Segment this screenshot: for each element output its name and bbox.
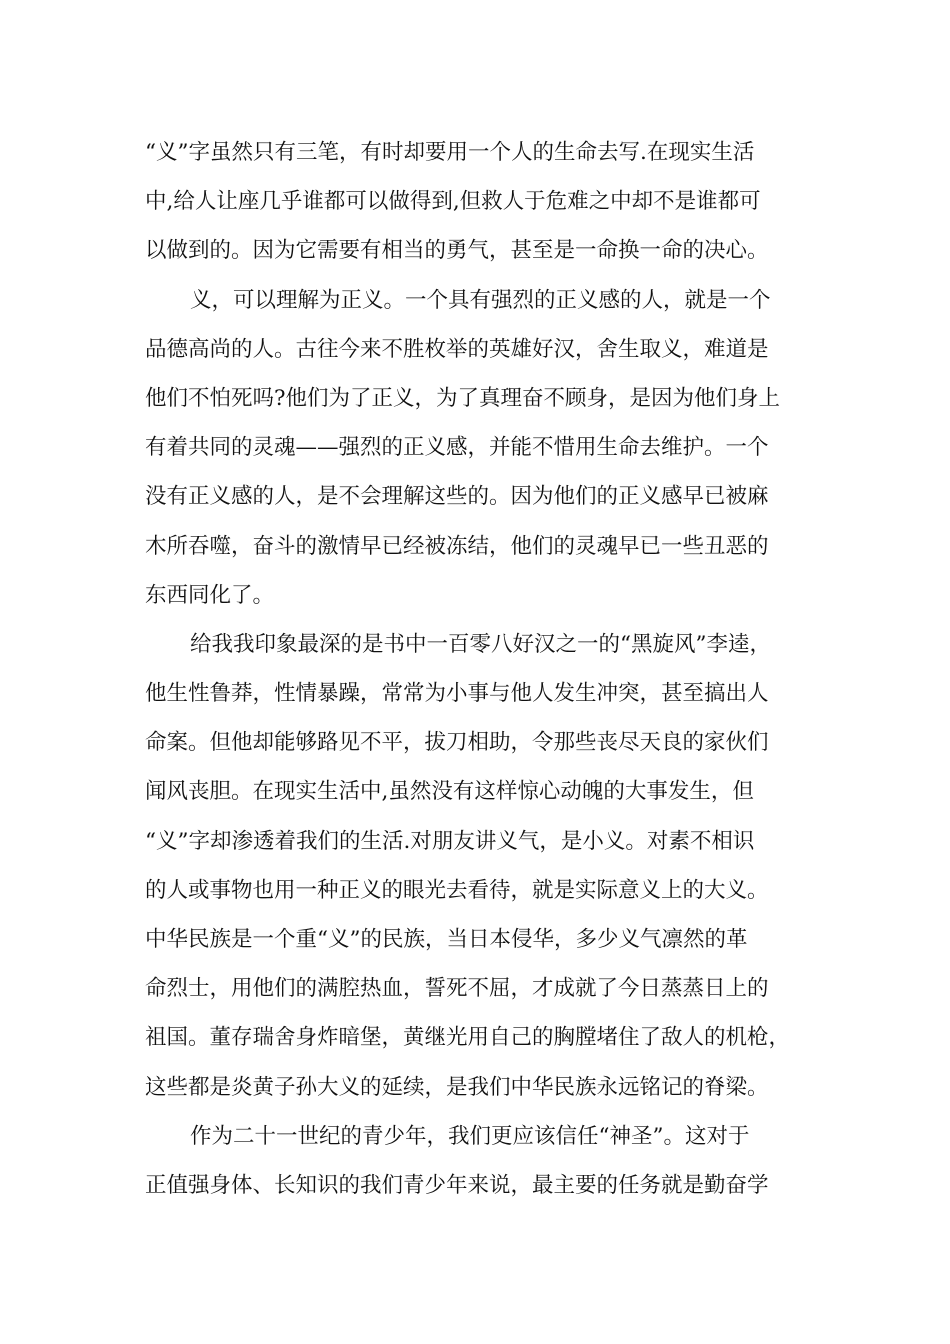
text-line: 命烈士，用他们的满腔热血，誓死不屈，才成就了今日蒸蒸日上的 — [145, 976, 769, 1002]
text-line: 的人或事物也用一种正义的眼光去看待，就是实际意义上的大义。 — [145, 877, 769, 903]
text-line: 义，可以理解为正义。一个具有强烈的正义感的人，就是一个 — [190, 287, 771, 313]
text-line: 命案。但他却能够路见不平，拔刀相助，令那些丧尽天良的家伙们 — [145, 730, 769, 756]
text-line: 品德高尚的人。古往今来不胜枚举的英雄好汉，舍生取义，难道是 — [145, 336, 769, 362]
text-line: “义”字却渗透着我们的生活.对朋友讲义气，是小义。对素不相识 — [145, 828, 755, 854]
text-line: 他生性鲁莽，性情暴躁，常常为小事与他人发生冲突，甚至搞出人 — [145, 681, 769, 707]
text-line: 有着共同的灵魂——强烈的正义感，并能不惜用生命去维护。一个 — [145, 435, 769, 461]
text-line: 祖国。董存瑞舍身炸暗堡，黄继光用自己的胸膛堵住了敌人的机枪， — [145, 1025, 791, 1051]
text-line: 东西同化了。 — [145, 582, 275, 608]
text-line: 没有正义感的人，是不会理解这些的。因为他们的正义感早已被麻 — [145, 484, 769, 510]
text-line: 这些都是炎黄子孙大义的延续，是我们中华民族永远铭记的脊梁。 — [145, 1074, 769, 1100]
text-line: 中华民族是一个重“义”的民族，当日本侵华，多少义气凛然的革 — [145, 927, 748, 952]
text-line: 以做到的。因为它需要有相当的勇气，甚至是一命换一命的决心。 — [145, 238, 769, 264]
document-body — [145, 128, 815, 1210]
text-line: 正值强身体、长知识的我们青少年来说，最主要的任务就是勤奋学 — [145, 1172, 769, 1198]
text-line: 给我我印象最深的是书中一百零八好汉之一的“黑旋风”李逵， — [190, 631, 771, 657]
text-line: “义”字虽然只有三笔，有时却要用一个人的生命去写.在现实生活 — [145, 140, 755, 165]
text-line: 作为二十一世纪的青少年，我们更应该信任“神圣”。这对于 — [190, 1123, 750, 1149]
text-line: 木所吞噬，奋斗的激情早已经被冻结，他们的灵魂早已一些丑恶的 — [145, 533, 769, 559]
text-line: 他们不怕死吗?他们为了正义，为了真理奋不顾身，是因为他们身上 — [145, 385, 781, 411]
text-line: 中,给人让座几乎谁都可以做得到,但救人于危难之中却不是谁都可 — [145, 189, 761, 215]
text-line: 闻风丧胆。在现实生活中,虽然没有这样惊心动魄的大事发生，但 — [145, 779, 754, 805]
